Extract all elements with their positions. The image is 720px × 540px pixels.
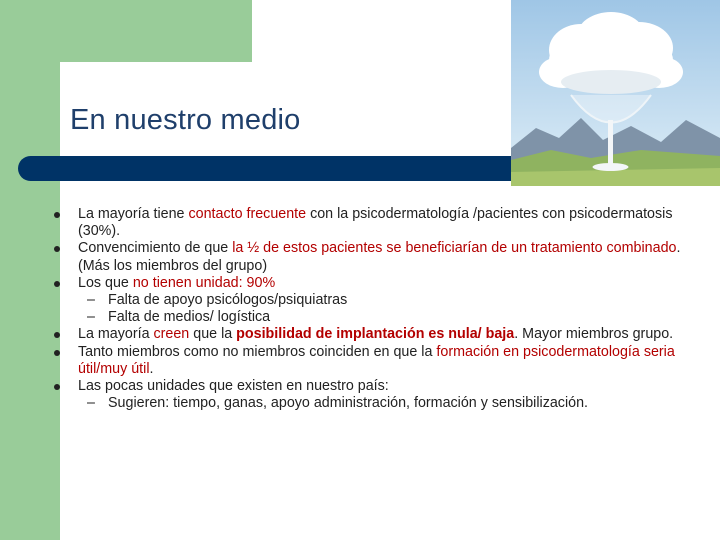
bullet-item-4: La mayoría creen que la posibilidad de implantación es nula/ baja. Mayor miembros grupo. [78,326,714,343]
dash-icon: – [87,395,95,412]
dash-icon: – [87,292,95,309]
bullet-item-6: Las pocas unidades que existen en nuestro país: [78,378,714,395]
bullet-icon [54,350,60,356]
dash-icon: – [87,309,95,326]
bullet-item-3: Los que no tienen unidad: 90% [78,275,714,292]
bullet-item-5: Tanto miembros como no miembros coinciden en que la formación en psicodermatología seria útil/muy útil. [78,344,714,378]
sub-item-2: – Falta de medios/ logística [87,309,271,326]
bullet-item-2: Convencimiento de que la ½ de estos pacientes se beneficiarían de un tratamiento combinado. (Más los miembros del grupo) [78,240,714,274]
bullet-item-1: La mayoría tiene contacto frecuente con la psicodermatología /pacientes con psicodermatosis (30%). [78,206,714,240]
bullet-icon [54,212,60,218]
decor-green-left [0,0,60,540]
sub-item-3: – Sugieren: tiempo, ganas, apoyo administración, formación y sensibilización. [87,395,588,412]
bullet-icon [54,384,60,390]
cloud-glass-illustration [511,0,720,186]
decor-corner [60,62,90,92]
bullet-list [78,206,714,412]
sub-item-1: – Falta de apoyo psicólogos/psiquiatras [87,292,348,309]
bullet-icon [54,281,60,287]
slide-title: En nuestro medio [70,104,301,136]
